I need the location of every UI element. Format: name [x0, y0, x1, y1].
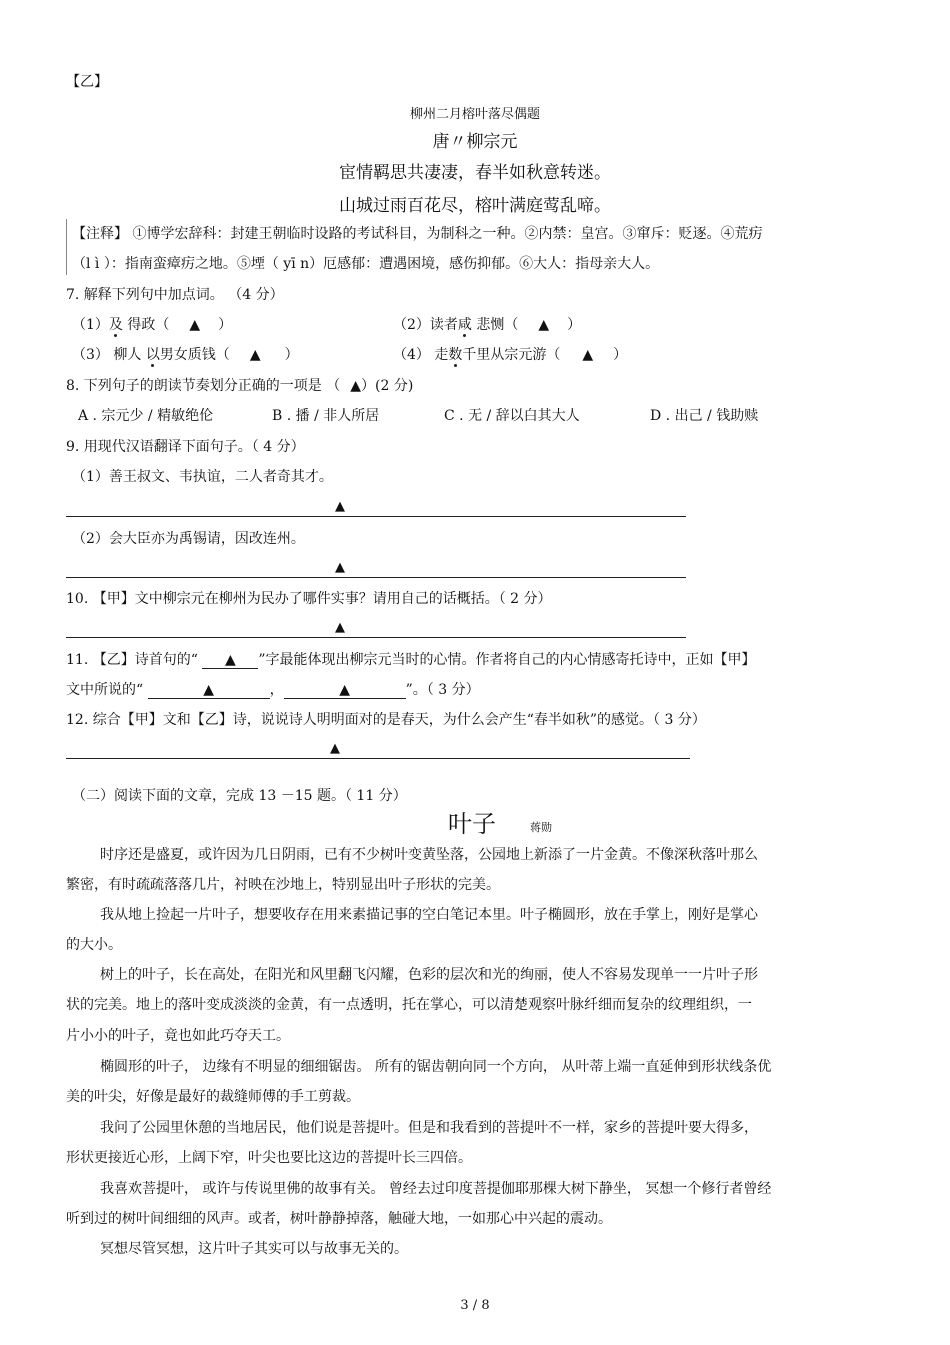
poem-title: 柳州二月榕叶落尽偶题 — [409, 107, 540, 122]
article-title: 叶子 — [448, 810, 496, 838]
answer-line — [66, 516, 686, 517]
answer-triangle: ▲ — [330, 741, 340, 756]
answer-line — [66, 758, 690, 759]
article-paragraph-line: 状的完美。地上的落叶变成淡淡的金黄，有一点透明，托在掌心，可以清楚观察叶脉纤细而复杂的纹理组织，一 — [66, 997, 752, 1013]
part2-intro: （二）阅读下面的文章，完成 13 －15 题。（ 11 分） — [72, 788, 407, 804]
q9-sentence-1: （1）善王叔文、韦执谊，二人者奇其才。 — [72, 469, 333, 485]
notes-margin-line — [66, 219, 67, 275]
article-author: 蒋勋 — [530, 821, 552, 834]
q7-item-3: （3） 柳人 以男女质钱（ ▲ ） — [72, 347, 299, 363]
q8-stem: 8. 下列句子的朗读节奏划分正确的一项是 （ ▲）(2 分) — [66, 378, 414, 394]
article-paragraph-line: 的大小。 — [66, 937, 122, 953]
article-paragraph-line: 美的叶尖，好像是最好的裁缝师傅的手工剪裁。 — [66, 1089, 360, 1105]
article-paragraph-line: 听到过的树叶间细细的风声。或者，树叶静静掉落，触碰大地，一如那心中兴起的震动。 — [66, 1211, 612, 1227]
q7-item-2: （2）读者咸 悲恻（ ▲ ） — [393, 317, 582, 333]
answer-triangle: ▲ — [335, 620, 345, 635]
answer-triangle: ▲ — [582, 347, 594, 363]
page-number: 3 / 8 — [460, 1298, 490, 1313]
article-paragraph-line: 片小小的叶子，竟也如此巧夺天工。 — [66, 1028, 290, 1044]
poem-line-2: 山城过雨百花尽，榕叶满庭莺乱啼。 — [339, 196, 611, 216]
article-paragraph-line: 我喜欢菩提叶， 或许与传说里佛的故事有关。 曾经去过印度菩提伽耶那棵大树下静坐， 冥想一个修行者曾经 — [100, 1181, 772, 1197]
article-paragraph-line: 形状更接近心形，上阔下窄，叶尖也要比这边的菩提叶长三四倍。 — [66, 1150, 472, 1166]
q9-sentence-2: （2）会大臣亦为禹锡请，因改连州。 — [72, 531, 305, 547]
q7-item-1: （1）及 得政（ ▲ ） — [72, 317, 233, 333]
answer-line — [66, 577, 686, 578]
answer-line — [66, 637, 686, 638]
emphasis-dot-char: 及 — [108, 317, 123, 333]
q12-stem: 12. 综合【甲】文和【乙】诗，说说诗人明明面对的是春天，为什么会产生“春半如秋”的感觉。（ 3 分） — [66, 712, 706, 728]
answer-triangle: ▲ — [538, 317, 550, 333]
answer-triangle: ▲ — [350, 378, 362, 394]
q9-stem: 9. 用现代汉语翻译下面句子。（ 4 分） — [66, 439, 305, 455]
q8-option-c: C . 无 / 辞以白其大人 — [444, 408, 580, 424]
article-paragraph-line: 椭圆形的叶子， 边缘有不明显的细细锯齿。 所有的锯齿朝向同一个方向， 从叶蒂上端一直延伸到形状线条优 — [100, 1059, 772, 1075]
poem-line-1: 宦情羁思共凄凄，春半如秋意转迷。 — [339, 163, 611, 183]
answer-triangle: ▲ — [335, 560, 345, 575]
q7-stem: 7. 解释下列句中加点词。 （4 分） — [66, 287, 284, 303]
emphasis-dot-char: 咸 — [457, 317, 472, 333]
q11-line-2: 文中所说的“ ▲ ， ▲ ”。（ 3 分） — [66, 682, 480, 698]
emphasis-dot-char: 数 — [448, 347, 463, 363]
notes-line-1: 【注释】 ①博学宏辞科：封建王朝临时设路的考试科目，为制科之一种。②内禁：皇宫。③窜斥：贬逐。④荒疠 — [72, 226, 763, 242]
q11-line-1: 11. 【乙】诗首句的“ ▲ ”字最能体现出柳宗元当时的心情。作者将自己的内心情感寄托诗中，正如【甲】 — [66, 652, 756, 668]
answer-blank: ▲ — [148, 682, 270, 699]
answer-blank: ▲ — [284, 682, 406, 699]
article-paragraph-line: 我问了公园里休憩的当地居民，他们说是菩提叶。但是和我看到的菩提叶不一样，家乡的菩提叶要大得多， — [100, 1120, 758, 1136]
article-paragraph-line: 时序还是盛夏，或许因为几日阴雨，已有不少树叶变黄坠落，公园地上新添了一片金黄。不像深秋落叶那么 — [100, 847, 758, 863]
article-paragraph-line: 我从地上捡起一片叶子，想要收存在用来素描记事的空白笔记本里。叶子椭圆形，放在手掌上，刚好是掌心 — [100, 907, 758, 923]
q7-item-4: （4） 走数千里从宗元游（ ▲ ） — [393, 347, 628, 363]
q8-option-d: D . 出己 / 钱助赎 — [650, 408, 759, 424]
q10-stem: 10. 【甲】文中柳宗元在柳州为民办了哪件实事？请用自己的话概括。（ 2 分） — [66, 591, 552, 607]
q8-option-b: B . 播 / 非人所居 — [272, 408, 380, 424]
article-paragraph-line: 树上的叶子，长在高处，在阳光和风里翻飞闪耀，色彩的层次和光的绚丽，使人不容易发现单一一片叶子形 — [100, 967, 758, 983]
emphasis-dot-char: 以 — [145, 347, 160, 363]
answer-triangle: ▲ — [189, 317, 201, 333]
answer-triangle: ▲ — [335, 499, 345, 514]
answer-blank: ▲ — [202, 652, 258, 669]
answer-triangle: ▲ — [249, 347, 261, 363]
article-paragraph-line: 繁密，有时疏疏落落几片，衬映在沙地上，特别显出叶子形状的完美。 — [66, 877, 500, 893]
article-paragraph-line: 冥想尽管冥想，这片叶子其实可以与故事无关的。 — [100, 1241, 408, 1257]
poem-author: 唐〃柳宗元 — [432, 132, 518, 152]
notes-line-2: （l ì ）：指南蛮瘴疠之地。⑤堙（ yī n）厄感郁：遭遇困境，感伤抑郁。⑥大人：指母亲大人。 — [72, 256, 660, 272]
section-label-yi: 【乙】 — [66, 74, 108, 90]
q8-option-a: A . 宗元少 / 精敏绝伦 — [78, 408, 214, 424]
